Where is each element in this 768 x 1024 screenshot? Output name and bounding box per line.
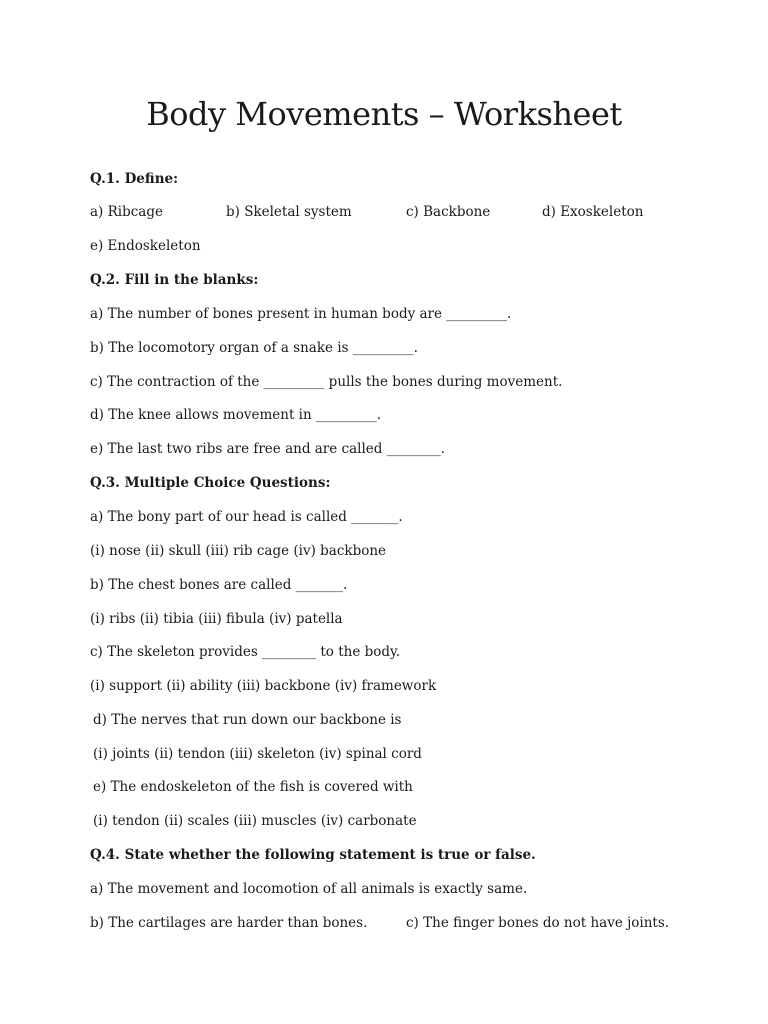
q4-item-a: a) The movement and locomotion of all animals is exactly same. <box>90 881 528 897</box>
q3-options-a: (i) nose (ii) skull (iii) rib cage (iv) backbone <box>90 543 387 559</box>
q2-item-e: e) The last two ribs are free and are called ________. <box>90 441 445 457</box>
q3-options-c: (i) support (ii) ability (iii) backbone (iv) framework <box>90 678 437 694</box>
q1-row-1 <box>90 203 690 221</box>
q2-item-b: b) The locomotory organ of a snake is _________. <box>90 340 418 356</box>
q2-item-a: a) The number of bones present in human body are _________. <box>90 306 512 322</box>
q4-item-b: b) The cartilages are harder than bones. <box>90 915 368 931</box>
q1-item-d: d) Exoskeleton <box>542 204 644 220</box>
q3-item-d: d) The nerves that run down our backbone is <box>93 712 402 728</box>
q1-item-a: a) Ribcage <box>90 204 163 220</box>
q4-heading: Q.4. State whether the following statement is true or false. <box>90 847 536 863</box>
q1-heading: Q.1. Define: <box>90 171 179 187</box>
q3-options-d: (i) joints (ii) tendon (iii) skeleton (iv) spinal cord <box>93 746 422 762</box>
worksheet-title: Body Movements – Worksheet <box>146 95 622 133</box>
q3-item-b: b) The chest bones are called _______. <box>90 577 348 593</box>
q3-item-e: e) The endoskeleton of the fish is covered with <box>93 779 413 795</box>
q1-item-c: c) Backbone <box>406 204 491 220</box>
q3-item-c: c) The skeleton provides ________ to the body. <box>90 644 401 660</box>
q3-item-a: a) The bony part of our head is called _______. <box>90 509 403 525</box>
q2-item-d: d) The knee allows movement in _________. <box>90 407 382 423</box>
q4-item-c: c) The finger bones do not have joints. <box>406 915 670 931</box>
q4-row-bc <box>90 914 690 932</box>
q1-item-e: e) Endoskeleton <box>90 238 201 254</box>
q3-options-b: (i) ribs (ii) tibia (iii) fibula (iv) patella <box>90 611 343 627</box>
q2-heading: Q.2. Fill in the blanks: <box>90 272 259 288</box>
q3-heading: Q.3. Multiple Choice Questions: <box>90 475 331 491</box>
q3-options-e: (i) tendon (ii) scales (iii) muscles (iv) carbonate <box>93 813 417 829</box>
q2-item-c: c) The contraction of the _________ pulls the bones during movement. <box>90 374 563 390</box>
q1-item-b: b) Skeletal system <box>226 204 352 220</box>
